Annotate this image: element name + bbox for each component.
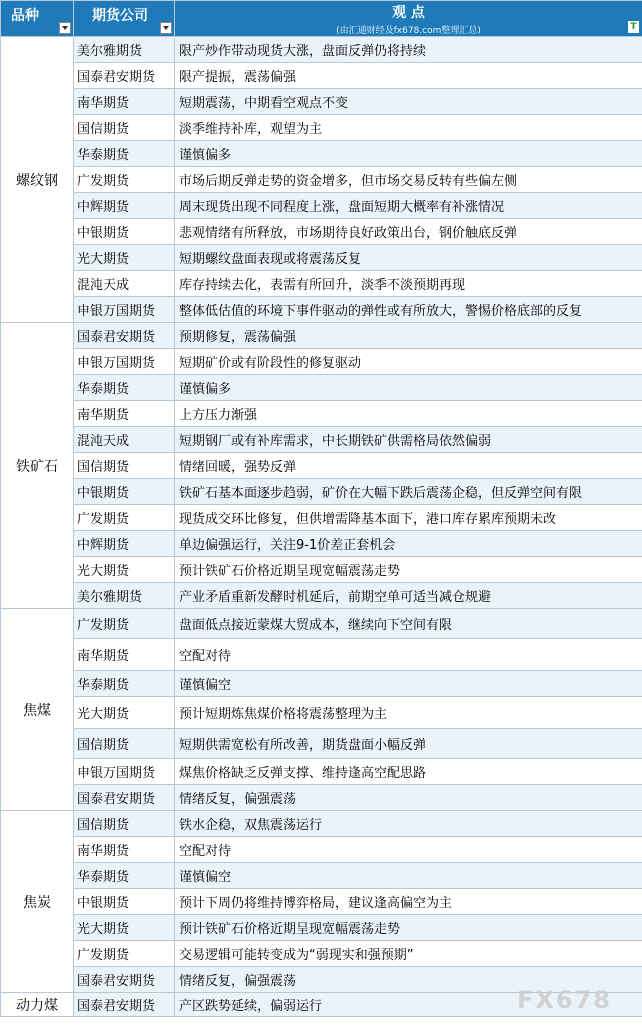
view-cell: 限产炒作带动现货大涨，盘面反弹仍将持续 xyxy=(175,37,642,63)
table-row xyxy=(1,349,642,375)
company-cell: 华泰期货 xyxy=(74,141,175,167)
company-cell: 国泰君安期货 xyxy=(74,967,175,993)
company-cell: 申银万国期货 xyxy=(74,349,175,375)
table-row xyxy=(1,219,642,245)
view-cell: 交易逻辑可能转变成为“弱现实和强预期” xyxy=(175,941,642,967)
table-row xyxy=(1,479,642,505)
table-row xyxy=(1,837,642,863)
view-cell: 淡季维持补库，观望为主 xyxy=(175,115,642,141)
view-cell: 情绪回暖，强势反弹 xyxy=(175,453,642,479)
company-cell: 中银期货 xyxy=(74,479,175,505)
table-row xyxy=(1,729,642,759)
view-cell: 铁水企稳，双焦震荡运行 xyxy=(175,811,642,837)
company-cell: 华泰期货 xyxy=(74,375,175,401)
company-cell: 华泰期货 xyxy=(74,671,175,697)
view-cell: 盘面低点接近蒙煤大贸成本，继续向下空间有限 xyxy=(175,609,642,639)
table-row xyxy=(1,37,642,63)
view-cell: 现货成交环比修复，但供增需降基本面下，港口库存累库预期未改 xyxy=(175,505,642,531)
view-cell: 短期供需宽松有所改善，期货盘面小幅反弹 xyxy=(175,729,642,759)
view-cell: 产业矛盾重新发酵时机延后，前期空单可适当减仓规避 xyxy=(175,583,642,609)
table-row xyxy=(1,167,642,193)
company-cell: 混沌天成 xyxy=(74,271,175,297)
table-row xyxy=(1,297,642,323)
company-cell: 混沌天成 xyxy=(74,427,175,453)
table-row xyxy=(1,531,642,557)
category-cell: 动力煤 xyxy=(1,993,74,1017)
view-cell: 产区跌势延续，偏弱运行 xyxy=(175,993,642,1017)
company-cell: 申银万国期货 xyxy=(74,297,175,323)
view-cell: 库存持续去化，表需有所回升，淡季不淡预期再现 xyxy=(175,271,642,297)
table-row xyxy=(1,427,642,453)
watermark: FX678 xyxy=(517,986,612,1014)
company-cell: 广发期货 xyxy=(74,941,175,967)
table-row xyxy=(1,863,642,889)
text-filter-icon[interactable]: T xyxy=(628,21,639,33)
table-row xyxy=(1,639,642,671)
company-cell: 国信期货 xyxy=(74,453,175,479)
company-cell: 国信期货 xyxy=(74,811,175,837)
view-cell: 短期钢厂或有补库需求，中长期铁矿供需格局依然偏弱 xyxy=(175,427,642,453)
table-row xyxy=(1,89,642,115)
view-cell: 预计铁矿石价格近期呈现宽幅震荡走势 xyxy=(175,915,642,941)
company-cell: 国泰君安期货 xyxy=(74,63,175,89)
company-cell: 广发期货 xyxy=(74,609,175,639)
filter-dropdown-icon[interactable] xyxy=(59,22,71,34)
view-cell: 煤焦价格缺乏反弹支撑、维持逢高空配思路 xyxy=(175,759,642,785)
company-cell: 国泰君安期货 xyxy=(74,993,175,1017)
company-cell: 光大期货 xyxy=(74,245,175,271)
table-row xyxy=(1,271,642,297)
company-cell: 广发期货 xyxy=(74,167,175,193)
header-category-label: 品种 xyxy=(11,8,39,24)
header-category xyxy=(1,1,74,37)
view-cell: 预计短期炼焦煤价格将震荡整理为主 xyxy=(175,697,642,729)
company-cell: 南华期货 xyxy=(74,837,175,863)
header-view-label: 观 点 xyxy=(392,5,425,21)
view-cell: 短期矿价或有阶段性的修复驱动 xyxy=(175,349,642,375)
view-cell: 预计铁矿石价格近期呈现宽幅震荡走势 xyxy=(175,557,642,583)
view-cell: 空配对待 xyxy=(175,837,642,863)
table-row xyxy=(1,453,642,479)
company-cell: 光大期货 xyxy=(74,697,175,729)
table-row xyxy=(1,115,642,141)
table-row xyxy=(1,401,642,427)
company-cell: 申银万国期货 xyxy=(74,759,175,785)
category-cell: 焦炭 xyxy=(1,811,74,993)
view-cell: 预计下周仍将维持博弈格局，建议逢高偏空为主 xyxy=(175,889,642,915)
view-cell: 情绪反复，偏强震荡 xyxy=(175,967,642,993)
table-row xyxy=(1,811,642,837)
view-cell: 上方压力渐强 xyxy=(175,401,642,427)
company-cell: 中银期货 xyxy=(74,889,175,915)
company-cell: 国信期货 xyxy=(74,115,175,141)
table-row xyxy=(1,505,642,531)
view-cell: 谨慎偏多 xyxy=(175,141,642,167)
table-row xyxy=(1,697,642,729)
company-cell: 美尔雅期货 xyxy=(74,583,175,609)
view-cell: 单边偏强运行，关注9-1价差正套机会 xyxy=(175,531,642,557)
category-cell: 铁矿石 xyxy=(1,323,74,609)
table-row xyxy=(1,915,642,941)
company-cell: 南华期货 xyxy=(74,639,175,671)
company-cell: 国泰君安期货 xyxy=(74,785,175,811)
table-row xyxy=(1,245,642,271)
view-cell: 谨慎偏多 xyxy=(175,375,642,401)
company-cell: 广发期货 xyxy=(74,505,175,531)
view-cell: 周末现货出现不同程度上涨，盘面短期大概率有补涨情况 xyxy=(175,193,642,219)
view-cell: 悲观情绪有所释放，市场期待良好政策出台，钢价触底反弹 xyxy=(175,219,642,245)
company-cell: 中银期货 xyxy=(74,219,175,245)
table-row xyxy=(1,375,642,401)
category-cell: 焦煤 xyxy=(1,609,74,811)
company-cell: 国信期货 xyxy=(74,729,175,759)
view-cell: 谨慎偏空 xyxy=(175,863,642,889)
table-row xyxy=(1,759,642,785)
table-row xyxy=(1,889,642,915)
view-cell: 市场后期反弹走势的资金增多，但市场交易反转有些偏左侧 xyxy=(175,167,642,193)
category-cell: 螺纹钢 xyxy=(1,37,74,323)
company-cell: 南华期货 xyxy=(74,401,175,427)
header-view-sublabel: (由汇通财经及fx678.com整理汇总) xyxy=(336,26,481,36)
company-cell: 光大期货 xyxy=(74,915,175,941)
filter-dropdown-icon[interactable] xyxy=(160,22,172,34)
table-row xyxy=(1,557,642,583)
view-cell: 限产提振，震荡偏强 xyxy=(175,63,642,89)
company-cell: 国泰君安期货 xyxy=(74,323,175,349)
header-company-label: 期货公司 xyxy=(92,8,148,24)
table-row xyxy=(1,583,642,609)
table-row xyxy=(1,63,642,89)
company-cell: 中辉期货 xyxy=(74,193,175,219)
view-cell: 预期修复，震荡偏强 xyxy=(175,323,642,349)
table-row xyxy=(1,941,642,967)
view-cell: 铁矿石基本面逐步趋弱，矿价在大幅下跌后震荡企稳，但反弹空间有限 xyxy=(175,479,642,505)
header-company xyxy=(74,1,175,37)
view-cell: 整体低估值的环境下事件驱动的弹性或有所放大，警惕价格底部的反复 xyxy=(175,297,642,323)
table-row xyxy=(1,193,642,219)
view-cell: 空配对待 xyxy=(175,639,642,671)
view-cell: 短期震荡，中期看空观点不变 xyxy=(175,89,642,115)
view-cell: 谨慎偏空 xyxy=(175,671,642,697)
company-cell: 美尔雅期货 xyxy=(74,37,175,63)
table-row xyxy=(1,785,642,811)
company-cell: 南华期货 xyxy=(74,89,175,115)
view-cell: 情绪反复，偏强震荡 xyxy=(175,785,642,811)
table-row xyxy=(1,609,642,639)
table-row xyxy=(1,323,642,349)
table-row xyxy=(1,141,642,167)
header-view xyxy=(175,1,642,37)
company-cell: 光大期货 xyxy=(74,557,175,583)
header-row xyxy=(1,1,642,37)
view-cell: 短期螺纹盘面表现或将震荡反复 xyxy=(175,245,642,271)
table-row xyxy=(1,671,642,697)
company-cell: 华泰期货 xyxy=(74,863,175,889)
company-cell: 中辉期货 xyxy=(74,531,175,557)
